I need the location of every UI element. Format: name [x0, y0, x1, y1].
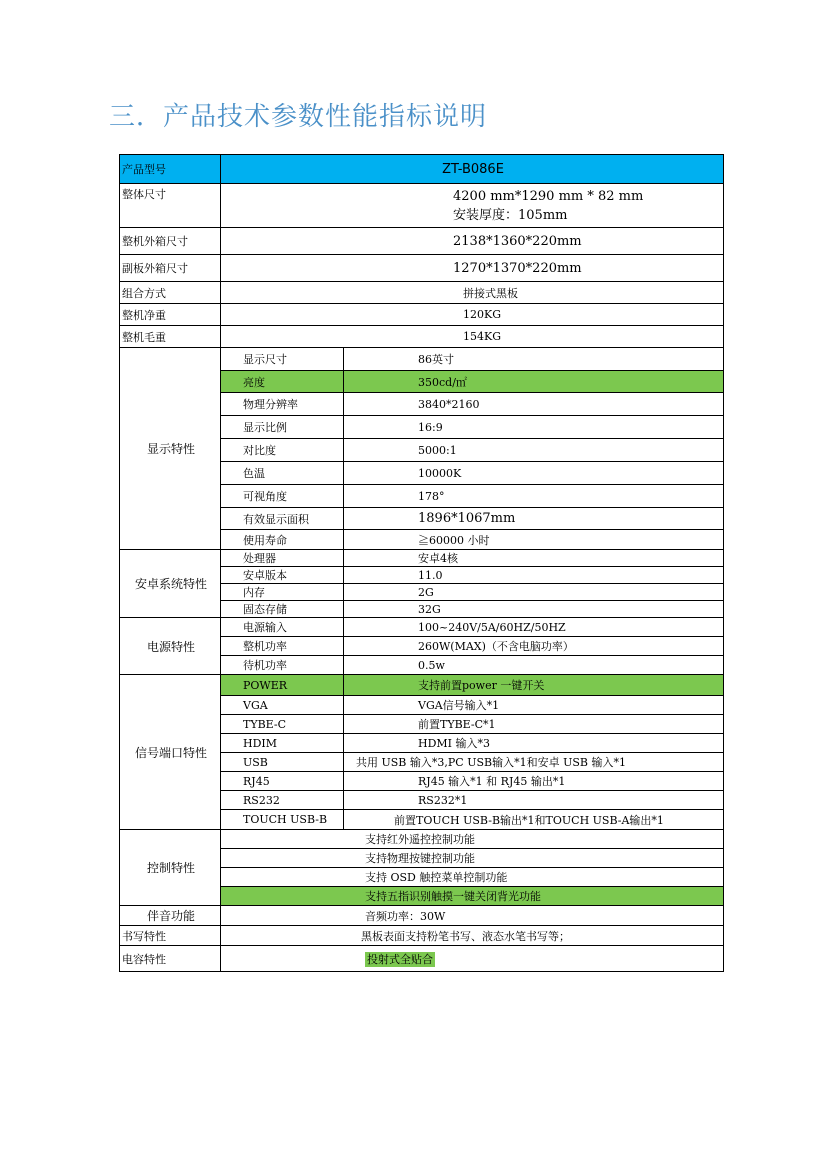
row-value: 350cd/㎡ — [344, 371, 724, 393]
row-label: VGA — [221, 696, 344, 715]
row-value: 86英寸 — [344, 348, 724, 371]
row-value: 16:9 — [344, 416, 724, 439]
row-value: 1270*1370*220mm — [221, 255, 724, 282]
row-value: 前置TYBE-C*1 — [344, 715, 724, 734]
table-row — [120, 228, 724, 255]
row-label: 电源输入 — [221, 618, 344, 637]
row-label: 电容特性 — [120, 946, 221, 972]
row-label: 书写特性 — [120, 926, 221, 946]
row-value: 支持 OSD 触控菜单控制功能 — [221, 868, 724, 887]
row-value: 2G — [344, 584, 724, 601]
row-value: 178° — [344, 485, 724, 508]
table-row — [120, 550, 724, 567]
table-row-model — [120, 155, 724, 184]
row-value: 支持前置power 一键开关 — [344, 675, 724, 696]
row-value: 5000:1 — [344, 439, 724, 462]
row-label: RS232 — [221, 791, 344, 810]
table-row — [120, 326, 724, 348]
row-value: 支持红外遥控控制功能 — [221, 830, 724, 849]
row-value: 0.5w — [344, 656, 724, 675]
row-value: 音频功率：30W — [221, 906, 724, 926]
row-label: 整机毛重 — [120, 326, 221, 348]
table-row — [120, 618, 724, 637]
table-row — [120, 830, 724, 849]
row-label: 整机功率 — [221, 637, 344, 656]
row-value: HDMI 输入*3 — [344, 734, 724, 753]
row-value: 100~240V/5A/60HZ/50HZ — [344, 618, 724, 637]
row-label: USB — [221, 753, 344, 772]
row-value: RS232*1 — [344, 791, 724, 810]
model-label: 产品型号 — [120, 155, 221, 184]
row-label: 整体尺寸 — [120, 184, 221, 228]
row-label: 物理分辨率 — [221, 393, 344, 416]
row-label: 副板外箱尺寸 — [120, 255, 221, 282]
table-row-highlight — [120, 675, 724, 696]
table-row — [120, 282, 724, 304]
row-value: 3840*2160 — [344, 393, 724, 416]
table-row — [120, 255, 724, 282]
row-label: 显示尺寸 — [221, 348, 344, 371]
row-label: 亮度 — [221, 371, 344, 393]
overall-size-value: 4200 mm*1290 mm * 82 mm — [453, 188, 644, 204]
category-ports: 信号端口特性 — [120, 675, 221, 830]
row-label: 显示比例 — [221, 416, 344, 439]
row-value — [221, 184, 724, 228]
row-value: 共用 USB 输入*3,PC USB输入*1和安卓 USB 输入*1 — [344, 753, 724, 772]
table-row — [120, 946, 724, 972]
row-value: 支持物理按键控制功能 — [221, 849, 724, 868]
table-row — [120, 304, 724, 326]
category-display: 显示特性 — [120, 348, 221, 550]
row-label: 可视角度 — [221, 485, 344, 508]
table-row — [120, 926, 724, 946]
row-label: 固态存储 — [221, 601, 344, 618]
row-label: HDIM — [221, 734, 344, 753]
row-value: 120KG — [221, 304, 724, 326]
row-value — [221, 946, 724, 972]
category-android: 安卓系统特性 — [120, 550, 221, 618]
page-title: 三．产品技术参数性能指标说明 — [109, 102, 488, 132]
spec-table — [119, 154, 724, 972]
row-label: TOUCH USB-B — [221, 810, 344, 830]
table-row — [120, 348, 724, 371]
row-label: 整机净重 — [120, 304, 221, 326]
row-value: VGA信号输入*1 — [344, 696, 724, 715]
row-value: 1896*1067mm — [344, 508, 724, 530]
row-label: 组合方式 — [120, 282, 221, 304]
row-label: POWER — [221, 675, 344, 696]
table-row — [120, 184, 724, 228]
row-value: RJ45 输入*1 和 RJ45 输出*1 — [344, 772, 724, 791]
row-label: RJ45 — [221, 772, 344, 791]
row-value: 2138*1360*220mm — [221, 228, 724, 255]
model-value: ZT-B086E — [221, 155, 724, 184]
row-value: 260W(MAX)（不含电脑功率） — [344, 637, 724, 656]
row-value: ≧60000 小时 — [344, 530, 724, 550]
row-value: 32G — [344, 601, 724, 618]
row-label: 安卓版本 — [221, 567, 344, 584]
row-label: TYBE-C — [221, 715, 344, 734]
row-label: 色温 — [221, 462, 344, 485]
row-value: 安卓4核 — [344, 550, 724, 567]
row-value: 11.0 — [344, 567, 724, 584]
row-value: 前置TOUCH USB-B输出*1和TOUCH USB-A输出*1 — [344, 810, 724, 830]
capacitive-value: 投射式全贴合 — [367, 952, 433, 966]
row-value: 10000K — [344, 462, 724, 485]
row-value: 支持五指识别触摸一键关闭背光功能 — [221, 887, 724, 906]
row-value: 154KG — [221, 326, 724, 348]
row-label: 整机外箱尺寸 — [120, 228, 221, 255]
row-value: 拼接式黑板 — [221, 282, 724, 304]
table-row — [120, 906, 724, 926]
row-label: 处理器 — [221, 550, 344, 567]
install-thickness-value: 安装厚度：105mm — [453, 207, 568, 223]
category-power: 电源特性 — [120, 618, 221, 675]
row-label: 伴音功能 — [120, 906, 221, 926]
row-label: 对比度 — [221, 439, 344, 462]
row-label: 待机功率 — [221, 656, 344, 675]
row-label: 使用寿命 — [221, 530, 344, 550]
row-value: 黑板表面支持粉笔书写、液态水笔书写等； — [221, 926, 724, 946]
category-control: 控制特性 — [120, 830, 221, 906]
row-label: 内存 — [221, 584, 344, 601]
row-label: 有效显示面积 — [221, 508, 344, 530]
